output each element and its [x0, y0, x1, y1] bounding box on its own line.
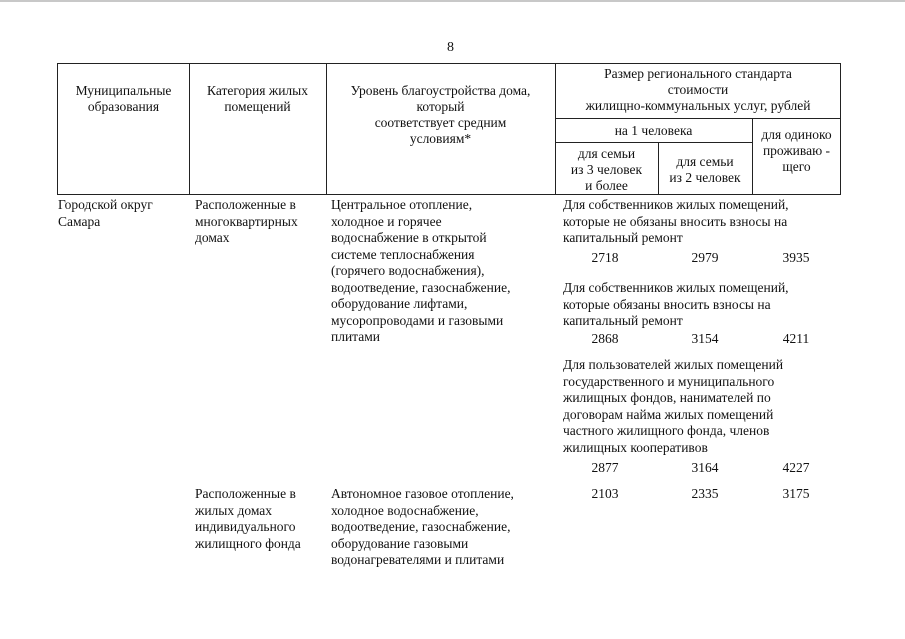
row2-family2: 2335 [691, 486, 719, 501]
row1-category: Расположенные в многоквартирных домах [195, 197, 298, 245]
group2-family2: 3154 [691, 331, 719, 346]
group1-single: 3935 [782, 250, 810, 265]
row2-family3: 2103 [591, 486, 619, 501]
group2-family3: 2868 [591, 331, 619, 346]
group1-family2: 2979 [691, 250, 719, 265]
group2-single: 4211 [782, 331, 810, 346]
page-number: 8 [447, 40, 454, 55]
row2-category: Расположенные в жилых домах индивидуального жилищного фонда [195, 486, 301, 551]
top-border [0, 0, 905, 2]
header-standard: Размер регионального стандарта стоимости жилищно-коммунальных услуг, рублей [585, 66, 811, 113]
group1-label: Для собственников жилых помещений, которые не обязаны вносить взносы на капитальный ремонт [563, 197, 789, 245]
row2-level: Автономное газовое отопление, холодное водоснабжение, водоотведение, газоснабжение, оборудование газовыми водонагревателями и плитами [331, 486, 514, 567]
header-level: Уровень благоустройства дома, который соответствует средним условиям* [350, 83, 531, 146]
header-family3: для семьи из 3 человек и более [570, 146, 643, 193]
row1-level: Центральное отопление, холодное и горячее водоснабжение в открытой системе теплоснабжения (горячего водоснабжения), водоотведение, газоснабжение, оборудование лифтами, мусоропроводами и газовыми плитами [331, 197, 511, 344]
municipality: Городской округ Самара [58, 197, 153, 229]
header-per-person: на 1 человека [614, 123, 693, 138]
group3-family3: 2877 [591, 460, 619, 475]
group3-single: 4227 [782, 460, 810, 475]
group3-label: Для пользователей жилых помещений государственного и муниципального жилищных фондов, нанимателей по договорам найма жилых помещений частного жилищного фонда, членов жилищных кооперативов [563, 357, 784, 455]
header-family2: для семьи из 2 человек [669, 154, 741, 185]
row2-single: 3175 [782, 486, 810, 501]
group2-label: Для собственников жилых помещений, которые обязаны вносить взносы на капитальный ремонт [563, 280, 789, 328]
header-municipal: Муниципальные образования [75, 83, 172, 114]
group3-family2: 3164 [691, 460, 719, 475]
header-single: для одиноко проживаю - щего [761, 127, 832, 174]
divider [555, 118, 841, 119]
table-header [57, 63, 841, 195]
group1-family3: 2718 [591, 250, 619, 265]
header-category: Категория жилых помещений [207, 83, 308, 114]
divider [555, 142, 752, 143]
